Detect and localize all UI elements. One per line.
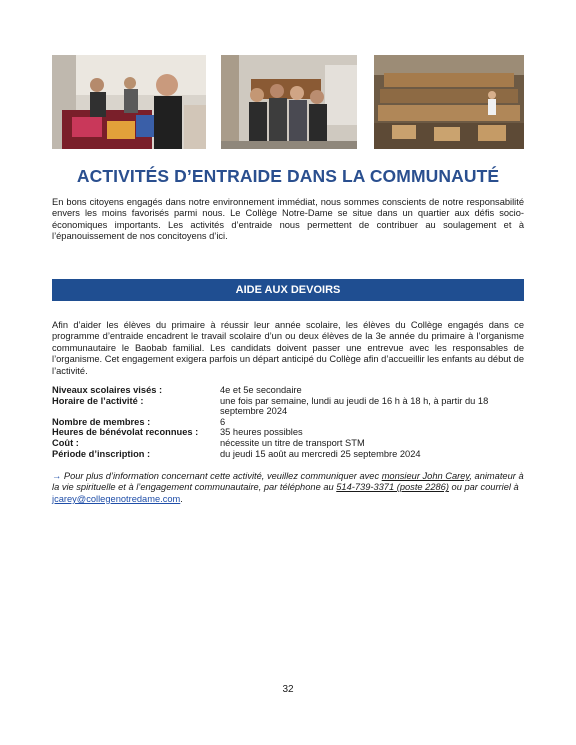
- section-description: Afin d’aider les élèves du primaire à réussir leur année scolaire, les élèves du Collège engagés dans ce programme d’entraide encadrent le travail scolaire d’un ou deux élèves de la 3e année du primaire à l’organisme communautaire le Baobab familial. Les candidats doivent passer une entrevue avec les responsables de l’organisme. Cet engagement exigera parfois un départ anticipé du Collège afin d’accueillir les enfants au début de l’activité.: [52, 320, 524, 376]
- contact-end: .: [180, 493, 183, 504]
- intro-paragraph: En bons citoyens engagés dans notre environnement immédiat, nous sommes conscients de notre responsabilité envers les moins favorisés parmi nous. Le Collège Notre-Dame se situe dans un quartier aux défis socio-économiques importants. Les activités d’entraide nous permettent de contribuer au soulagement et à l’épanouissement de nos concitoyens d’ici.: [52, 197, 524, 242]
- detail-row: [52, 438, 524, 449]
- detail-label: Nombre de membres :: [52, 416, 151, 427]
- contact-text-3: ou par courriel à: [448, 482, 519, 493]
- detail-label: Période d’inscription :: [52, 448, 151, 459]
- detail-label: Coût :: [52, 437, 79, 448]
- detail-value: 6: [220, 416, 226, 427]
- detail-row: [52, 427, 524, 438]
- detail-value: 35 heures possibles: [220, 427, 303, 438]
- detail-value: 4e et 5e secondaire: [220, 385, 302, 395]
- photo-icon: [221, 55, 357, 149]
- detail-value: nécessite un titre de transport STM: [220, 437, 365, 448]
- page-number: 32: [282, 684, 294, 695]
- detail-row: [52, 396, 524, 417]
- detail-label: Heures de bénévolat reconnues :: [52, 427, 199, 438]
- contact-text-1: Pour plus d’information concernant cette activité, veuillez communiquer avec: [61, 471, 382, 481]
- students-sorting-donations-photo: [52, 55, 206, 149]
- detail-label: Niveaux scolaires visés :: [52, 385, 163, 395]
- detail-row: [52, 417, 524, 428]
- detail-row: [52, 449, 524, 460]
- activity-details: [52, 385, 524, 459]
- section-banner: AIDE AUX DEVOIRS: [52, 279, 524, 301]
- detail-value: une fois par semaine, lundi au jeudi de 16 h à 18 h, à partir du 18 septembre 2024: [220, 395, 489, 417]
- photo-icon: [374, 55, 524, 149]
- contact-name: monsieur John Carey: [381, 471, 470, 481]
- detail-row: [52, 385, 524, 396]
- detail-value: du jeudi 15 août au mercredi 25 septembre 2024: [220, 448, 421, 459]
- email-link[interactable]: jcarey@collegenotredame.com: [52, 493, 181, 504]
- photo-icon: [52, 55, 206, 149]
- contact-text-2: , animateur à la vie spirituelle et à l’engagement communautaire, par téléphone au: [52, 471, 524, 493]
- arrow-icon: →: [52, 471, 62, 481]
- food-bank-warehouse-photo: [374, 55, 524, 149]
- students-carrying-boxes-photo: [221, 55, 357, 149]
- page-title: ACTIVITÉS D’ENTRAIDE DANS LA COMMUNAUTÉ: [76, 166, 500, 186]
- contact-phone: 514-739-3371 (poste 2286): [336, 482, 449, 493]
- detail-label: Horaire de l’activité :: [52, 395, 144, 406]
- contact-paragraph: [52, 471, 524, 505]
